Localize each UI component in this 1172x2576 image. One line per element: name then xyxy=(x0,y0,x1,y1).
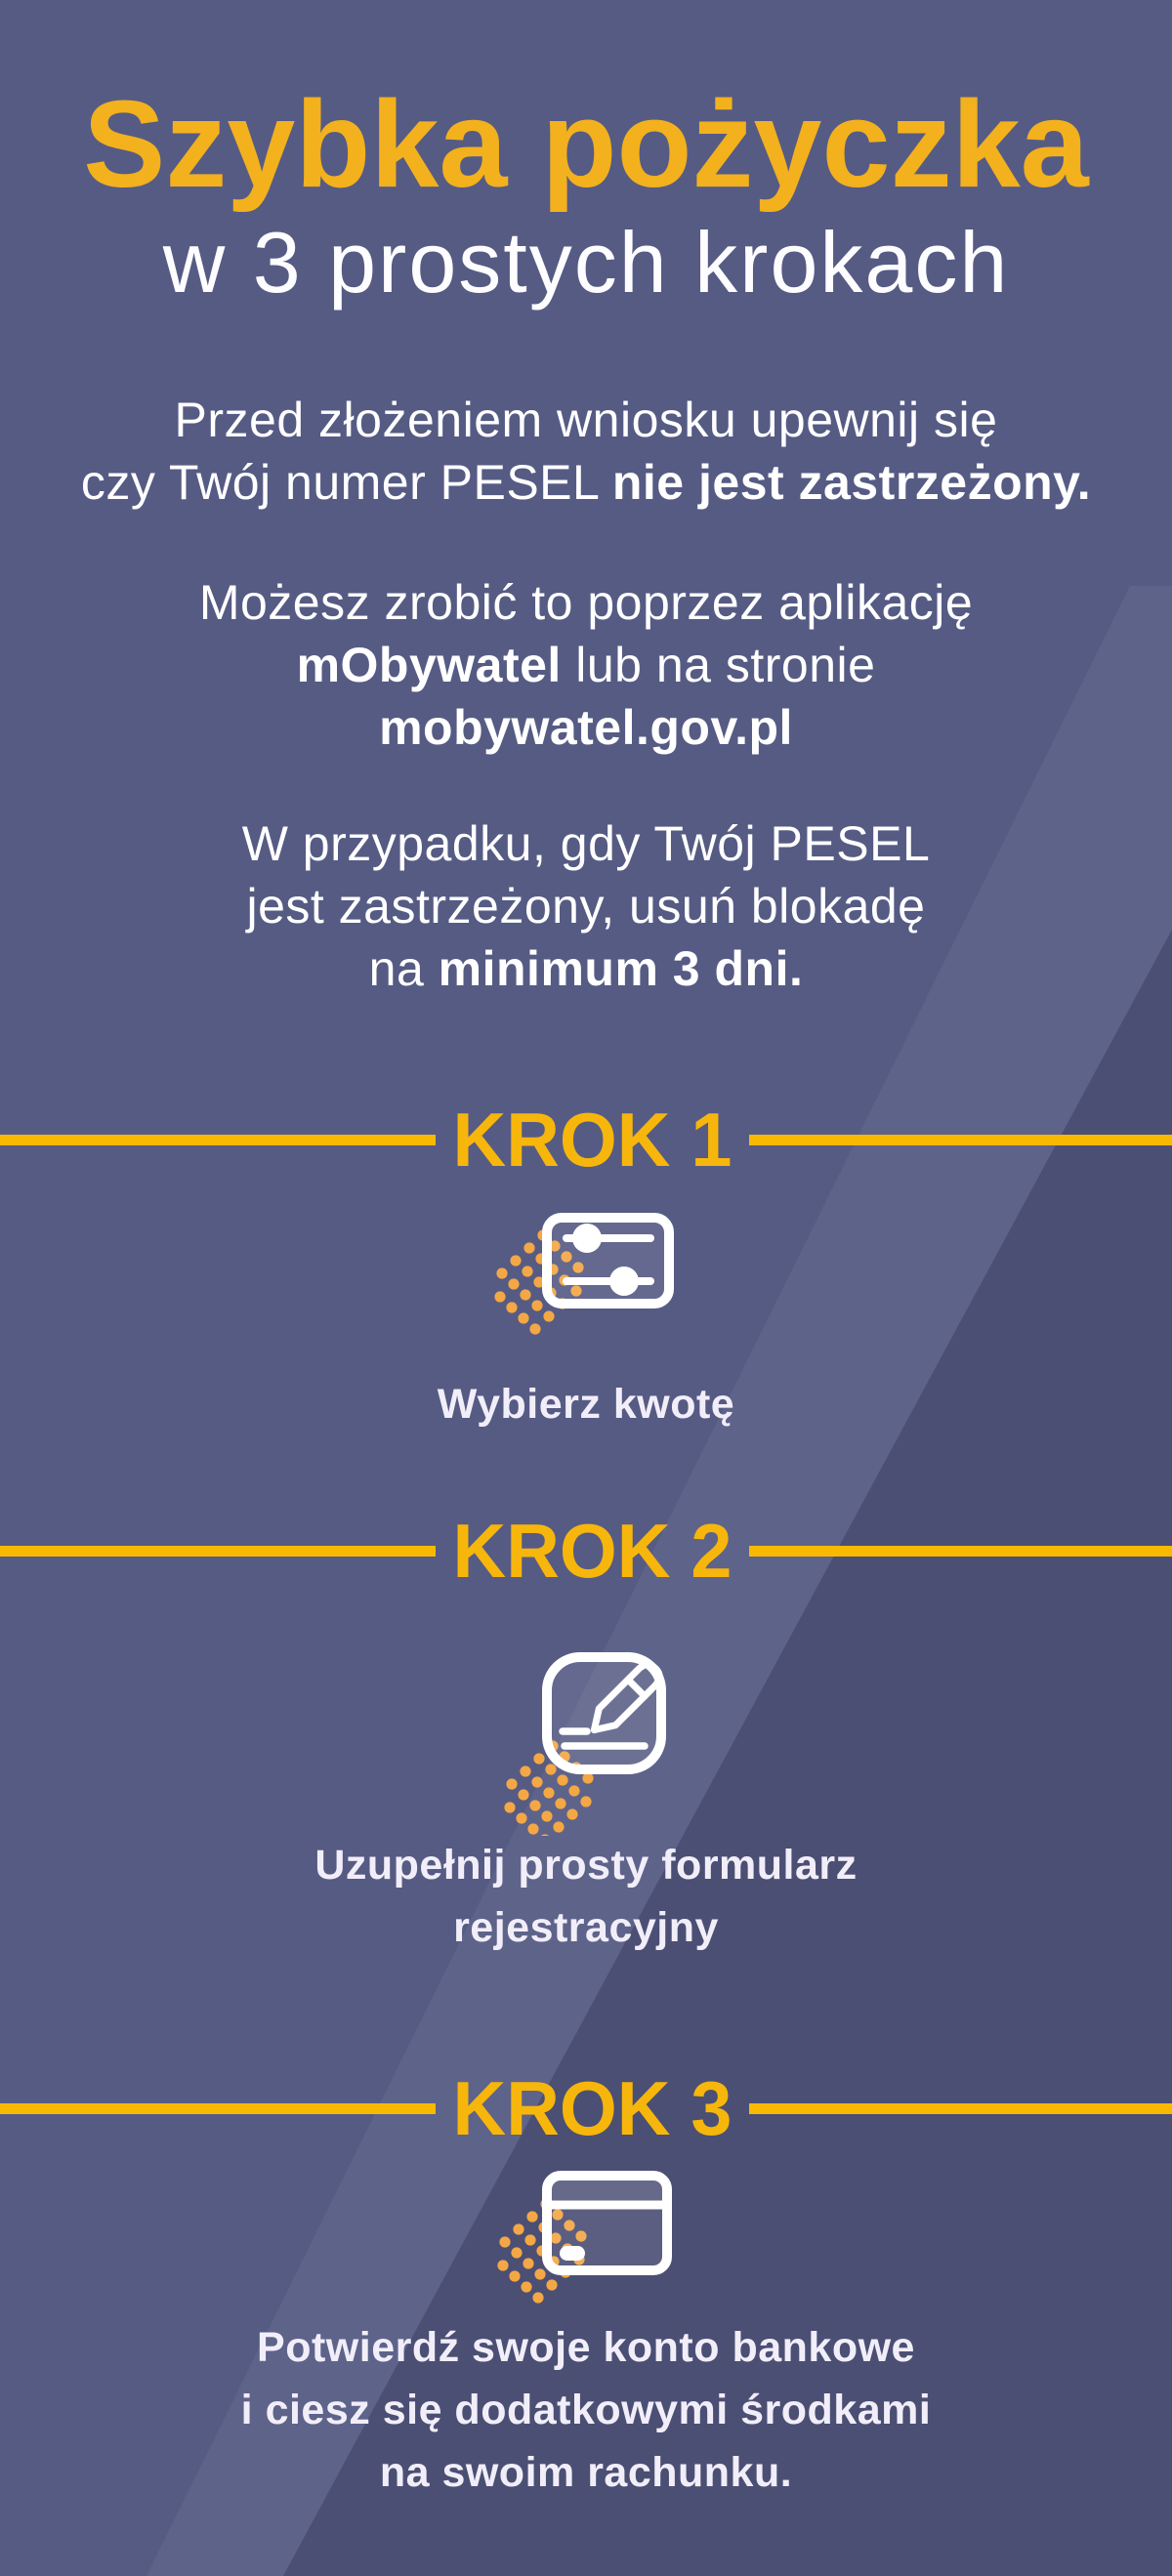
page-subtitle: w 3 prostych krokach xyxy=(162,214,1010,311)
intro-paragraph-unblock: W przypadku, gdy Twój PESEL jest zastrzeżony, usuń blokadę na minimum 3 dni. xyxy=(241,816,931,996)
intro-paragraph-mobywatel: Możesz zrobić to poprzez aplikację mObywatel lub na stronie mobywatel.gov.pl xyxy=(198,575,974,755)
sliders-icon xyxy=(488,1201,693,1352)
step-1-caption: Wybierz kwotę xyxy=(437,1381,735,1428)
step-1-rule-right xyxy=(749,1135,1172,1145)
intro-paragraph-pesel-check: Przed złożeniem wniosku upewnij się czy Twój numer PESEL nie jest zastrzeżony. xyxy=(80,393,1092,510)
credit-card-icon xyxy=(488,2158,693,2329)
step-2-rule-left xyxy=(0,1546,436,1557)
step-2-rule-right xyxy=(749,1546,1172,1557)
step-2-label: KROK 2 xyxy=(452,1507,732,1594)
step-2-caption: Uzupełnij prosty formularz rejestracyjny xyxy=(314,1842,858,1951)
step-1-header xyxy=(0,1084,1172,1195)
page-title: Szybka pożyczka xyxy=(83,75,1089,213)
step-3-rule-left xyxy=(0,2103,436,2114)
step-3-header xyxy=(0,2053,1172,2164)
step-3-caption: Potwierdź swoje konto bankowe i ciesz się dodatkowymi środkami na swoim rachunku. xyxy=(240,2324,932,2496)
pencil-icon xyxy=(488,1641,693,1841)
step-1-rule-left xyxy=(0,1135,436,1145)
step-1-label: KROK 1 xyxy=(452,1096,732,1183)
step-2-header xyxy=(0,1495,1172,1606)
step-3-rule-right xyxy=(749,2103,1172,2114)
step-3-label: KROK 3 xyxy=(452,2064,732,2151)
